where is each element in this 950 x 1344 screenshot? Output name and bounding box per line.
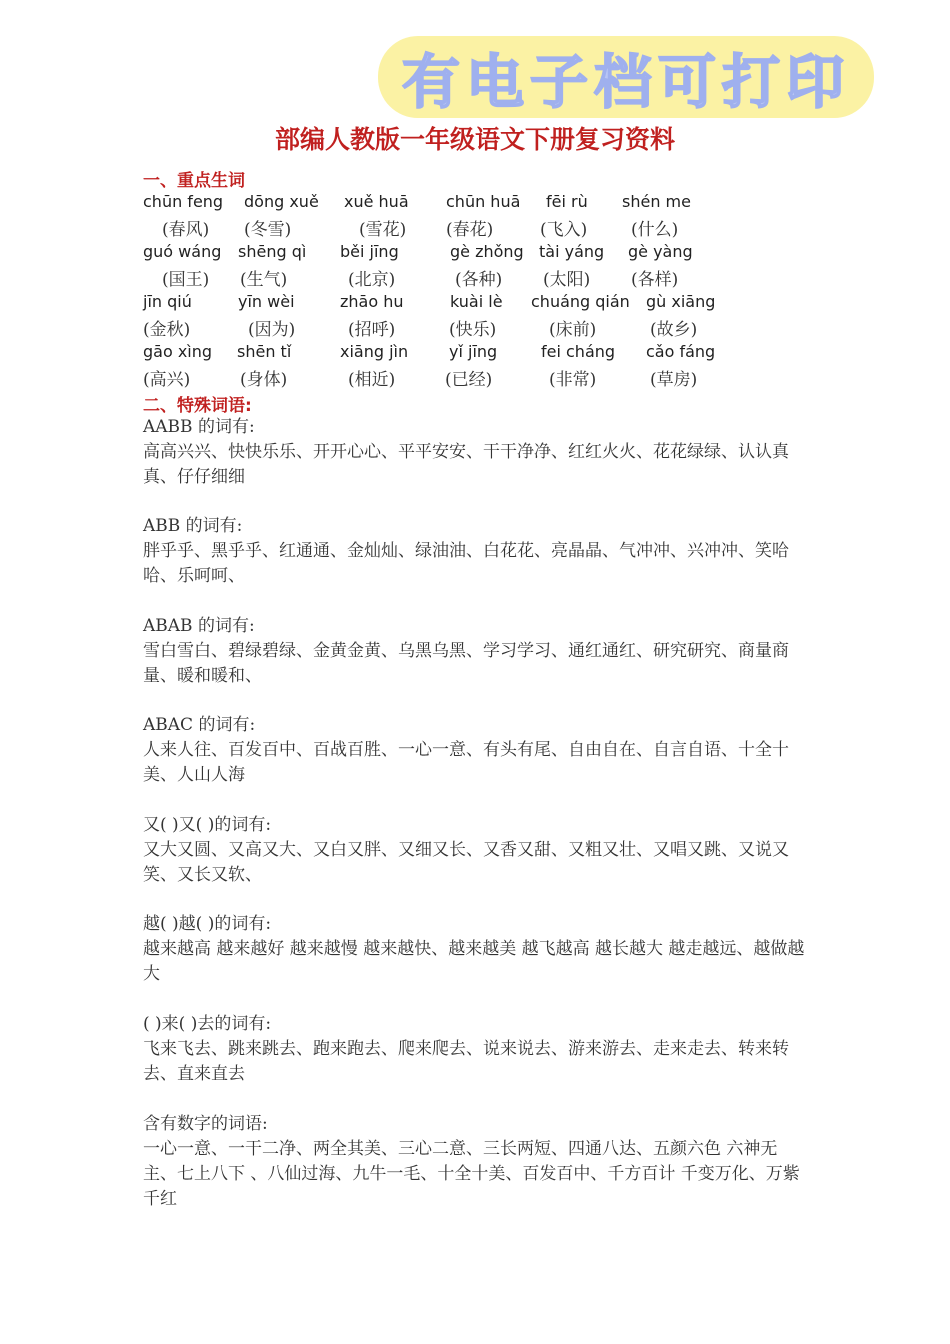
section1-heading: 一、重点生词 [143, 171, 245, 191]
stamp-text: 有电子档可打印 [401, 48, 850, 116]
group-yue-yue [143, 912, 811, 987]
vocab-pinyin: gè yàng [628, 242, 693, 261]
vocab-hanzi: (国王) [162, 270, 210, 290]
group-abb [143, 514, 811, 589]
vocab-pinyin: xiāng jìn [340, 342, 409, 361]
group-label: 越( )越( )的词有: [143, 914, 272, 934]
group-label: ABB 的词有: [143, 516, 243, 536]
vocab-pinyin: chūn feng [143, 192, 224, 211]
group-label: 含有数字的词语: [143, 1114, 268, 1134]
group-words: 胖乎乎、黑乎乎、红通通、金灿灿、绿油油、白花花、亮晶晶、气冲冲、兴冲冲、笑哈哈、乐呵呵、 [143, 541, 789, 586]
group-abac [143, 713, 811, 788]
group-words: 人来人往、百发百中、百战百胜、一心一意、有头有尾、自由自在、自言自语、十全十美、人山人海 [143, 740, 789, 785]
vocab-hanzi: (故乡) [650, 320, 698, 340]
group-lai-qu [143, 1012, 811, 1087]
vocab-pinyin: jīn qiú [143, 292, 192, 311]
vocab-hanzi: (相近) [348, 370, 396, 390]
vocab-hanzi: (金秋) [143, 320, 191, 340]
vocab-pinyin: cǎo fáng [646, 342, 716, 361]
vocab-pinyin: tài yáng [539, 242, 605, 261]
vocab-pinyin: chuáng qián [531, 292, 630, 311]
vocab-pinyin: chūn huā [446, 192, 521, 211]
group-words: 越来越高 越来越好 越来越慢 越来越快、越来越美 越飞越高 越长越大 越走越远、越做越大 [143, 939, 805, 984]
vocab-hanzi: (生气) [240, 270, 288, 290]
vocab-pinyin: kuài lè [450, 292, 503, 311]
vocab-pinyin: yǐ jīng [449, 342, 498, 361]
vocab-pinyin: shén me [622, 192, 691, 211]
vocab-pinyin: xuě huā [344, 192, 409, 211]
vocab-hanzi: (飞入) [540, 220, 588, 240]
group-numbers [143, 1112, 811, 1212]
vocab-hanzi: (招呼) [348, 320, 396, 340]
group-words: 飞来飞去、跳来跳去、跑来跑去、爬来爬去、说来说去、游来游去、走来走去、转来转去、直来直去 [143, 1039, 789, 1084]
vocab-pinyin: fēi rù [546, 192, 588, 211]
group-abab [143, 614, 811, 689]
group-you-you [143, 813, 811, 888]
group-aabb [143, 415, 811, 490]
vocab-hanzi: (雪花) [359, 220, 407, 240]
vocab-hanzi: (床前) [549, 320, 597, 340]
vocab-hanzi: (高兴) [143, 370, 191, 390]
vocab-pinyin: gāo xìng [143, 342, 213, 361]
group-words: 雪白雪白、碧绿碧绿、金黄金黄、乌黑乌黑、学习学习、通红通红、研究研究、商量商量、暖和暖和、 [143, 641, 789, 686]
vocab-hanzi: (北京) [348, 270, 396, 290]
group-label: ABAB 的词有: [143, 616, 255, 636]
vocab-pinyin: shēng qì [238, 242, 307, 261]
vocab-pinyin: fei cháng [541, 342, 616, 361]
group-label: ABAC 的词有: [143, 715, 256, 735]
section2-heading: 二、特殊词语: [143, 396, 252, 416]
vocab-hanzi: (春花) [446, 220, 494, 240]
vocab-hanzi: (草房) [650, 370, 698, 390]
vocab-hanzi: (春风) [162, 220, 210, 240]
vocab-pinyin: yīn wèi [238, 292, 295, 311]
document-title: 部编人教版一年级语文下册复习资料 [274, 125, 675, 154]
group-words: 又大又圆、又高又大、又白又胖、又细又长、又香又甜、又粗又壮、又唱又跳、又说又笑、又长又软、 [143, 840, 789, 885]
vocab-hanzi: (各种) [455, 270, 503, 290]
watermark-stamp [378, 36, 874, 118]
vocab-hanzi: (什么) [631, 220, 679, 240]
vocab-hanzi: (已经) [445, 370, 493, 390]
vocab-hanzi: (冬雪) [244, 220, 292, 240]
vocab-pinyin: gù xiāng [646, 292, 716, 311]
vocab-hanzi: (非常) [549, 370, 597, 390]
vocab-pinyin: dōng xuě [244, 192, 319, 211]
group-label: AABB 的词有: [143, 417, 255, 437]
vocab-hanzi: (身体) [240, 370, 288, 390]
vocab-pinyin: běi jīng [340, 242, 399, 261]
group-label: ( )来( )去的词有: [143, 1014, 272, 1034]
vocab-hanzi: (各样) [631, 270, 679, 290]
group-label: 又( )又( )的词有: [143, 815, 272, 835]
vocab-pinyin: shēn tǐ [237, 342, 292, 361]
group-words: 高高兴兴、快快乐乐、开开心心、平平安安、干干净净、红红火火、花花绿绿、认认真真、仔仔细细 [143, 442, 789, 487]
vocab-pinyin: guó wáng [143, 242, 222, 261]
vocab-pinyin: zhāo hu [340, 292, 404, 311]
vocab-hanzi: (因为) [248, 320, 296, 340]
vocab-hanzi: (快乐) [449, 320, 497, 340]
vocab-pinyin: gè zhǒng [450, 242, 524, 261]
group-words: 一心一意、一干二净、两全其美、三心二意、三长两短、四通八达、五颜六色 六神无主、七上八下 、八仙过海、九牛一毛、十全十美、百发百中、千方百计 千变万化、万紫千红 [143, 1139, 800, 1209]
vocab-hanzi: (太阳) [543, 270, 591, 290]
